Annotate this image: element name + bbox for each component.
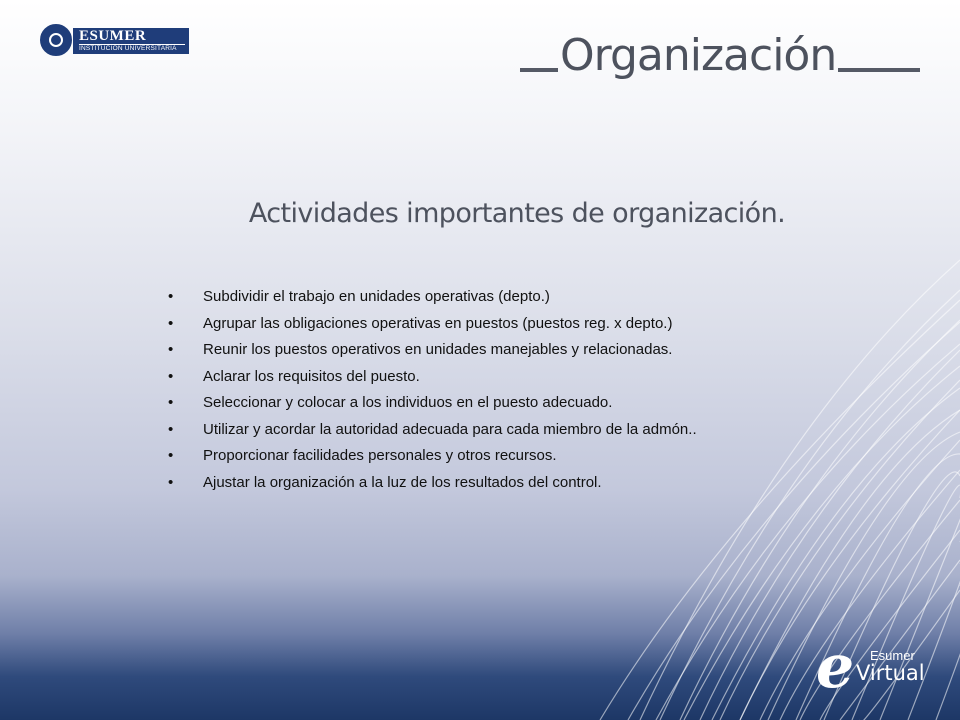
esumer-logo: [40, 24, 190, 58]
bullet-item: [168, 311, 697, 338]
page-title: Organización: [560, 30, 837, 81]
bullet-marker: •: [168, 447, 174, 464]
footer-logo-top: Esumer: [870, 648, 915, 663]
bullet-item: [168, 443, 697, 470]
bullet-text: Subdividir el trabajo en unidades operativas (depto.): [203, 288, 550, 305]
bullet-marker: •: [168, 420, 174, 438]
bullet-marker: •: [168, 394, 174, 411]
bullet-text: Aclarar los requisitos del puesto.: [203, 367, 420, 385]
bullet-marker: •: [168, 288, 174, 305]
bullet-marker: •: [168, 367, 174, 385]
bullet-item: [168, 284, 697, 311]
title-underline-right: [838, 68, 920, 72]
bullet-text: Seleccionar y colocar a los individuos en el puesto adecuado.: [203, 394, 613, 411]
bullet-marker: •: [168, 314, 174, 332]
footer-logo-bottom: Virtual: [856, 661, 925, 685]
bullet-text: Utilizar y acordar la autoridad adecuada para cada miembro de la admón..: [203, 420, 697, 438]
title-underline-left: [520, 68, 558, 72]
bullet-text: Reunir los puestos operativos en unidades manejables y relacionadas.: [203, 341, 673, 358]
esumer-virtual-logo: [814, 632, 934, 702]
bullet-item: [168, 417, 697, 444]
bullet-text: Agrupar las obligaciones operativas en puestos (puestos reg. x depto.): [203, 314, 673, 332]
bullet-marker: •: [168, 473, 174, 491]
bullet-list: [168, 284, 697, 496]
bullet-item: [168, 337, 697, 364]
bullet-marker: •: [168, 341, 174, 358]
esumer-virtual-e-icon: e: [816, 632, 855, 702]
bullet-item: [168, 364, 697, 391]
bullet-item: [168, 390, 697, 417]
esumer-emblem-icon: [40, 24, 72, 56]
logo-name: ESUMER: [79, 28, 147, 44]
section-subtitle: Actividades importantes de organización.: [248, 198, 786, 229]
logo-subtitle: INSTITUCIÓN UNIVERSITARIA: [79, 44, 185, 53]
bullet-text: Ajustar la organización a la luz de los resultados del control.: [203, 473, 602, 491]
page-title-row: [520, 30, 920, 80]
bullet-text: Proporcionar facilidades personales y otros recursos.: [203, 447, 557, 464]
bullet-item: [168, 470, 697, 497]
